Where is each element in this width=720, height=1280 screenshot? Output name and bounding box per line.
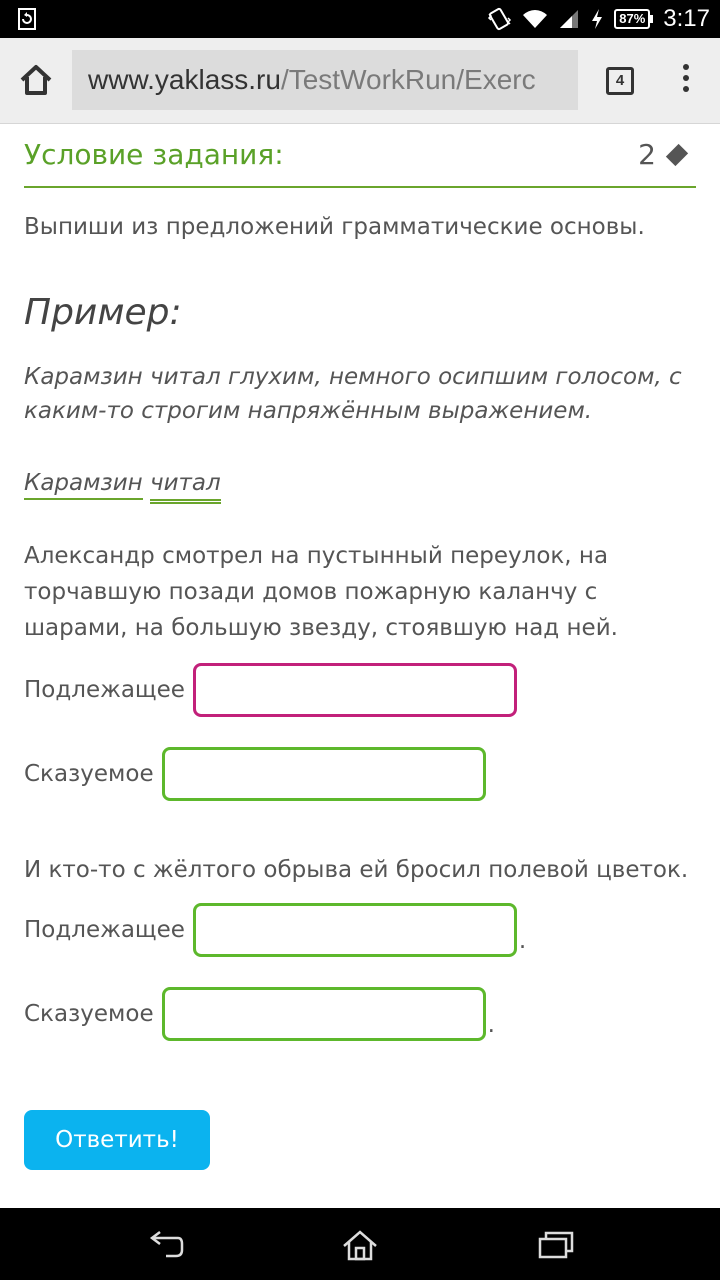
diamond-icon [666,143,688,165]
sentence-2-subject-input[interactable] [193,903,517,957]
back-icon[interactable] [146,1228,186,1262]
subject-label: Подлежащее [24,917,185,943]
sentence-1-predicate-row [24,746,486,802]
clock: 3:17 [663,5,710,32]
home-nav-icon[interactable] [340,1228,380,1262]
task-points [638,138,692,171]
subject-label: Подлежащее [24,677,185,703]
example-sentence: Карамзин читал глухим, немного осипшим голосом, с каким-то строгим напряжённым выражением. [24,364,682,424]
screenshot-icon [18,8,36,30]
sentence-2-subject-row [24,902,526,958]
sentence-2-predicate-row [24,986,495,1042]
task-header [24,136,696,188]
example-answer [24,466,221,504]
system-nav-bar [0,1208,720,1280]
wifi-icon [522,8,548,30]
sentence-1: Александр смотрел на пустынный переулок, на торчавшую позади домов пожарную каланчу с шарами, на большую звезду, стоявшую над ней. [24,543,618,641]
submit-button[interactable]: Ответить! [24,1110,210,1170]
points-value: 2 [638,138,656,171]
charging-icon [590,8,604,30]
sentence-1-predicate-input[interactable] [162,747,486,801]
predicate-label: Сказуемое [24,1001,154,1027]
task-title: Условие задания: [24,138,284,171]
example-subject: Карамзин [24,470,143,500]
url-domain: www.yaklass.ru [88,64,281,95]
example-title: Пример: [24,292,182,333]
sentence-2-predicate-input[interactable] [162,987,486,1041]
browser-toolbar [0,38,720,124]
status-bar [0,0,720,38]
sentence-2: И кто-то с жёлтого обрыва ей бросил полевой цветок. [24,857,689,883]
url-bar[interactable] [72,50,578,110]
vibrate-icon [486,6,512,32]
tab-switcher-button[interactable]: 4 [606,67,634,95]
predicate-label: Сказуемое [24,761,154,787]
battery-icon [614,9,653,29]
signal-icon [558,8,580,30]
task-instruction: Выпиши из предложений грамматические основы. [24,214,645,240]
sentence-2-subject-suffix: . [518,928,527,954]
recent-apps-icon[interactable] [536,1228,576,1262]
overflow-menu-icon[interactable] [676,64,696,98]
home-icon[interactable] [16,60,56,100]
battery-level: 87% [614,9,650,29]
sentence-2-predicate-suffix: . [487,1012,495,1038]
url-path: /TestWorkRun/Exerc [280,64,536,95]
page-content [0,124,720,1208]
sentence-1-subject-input[interactable] [193,663,517,717]
example-predicate: читал [150,469,221,504]
sentence-1-subject-row [24,662,517,718]
